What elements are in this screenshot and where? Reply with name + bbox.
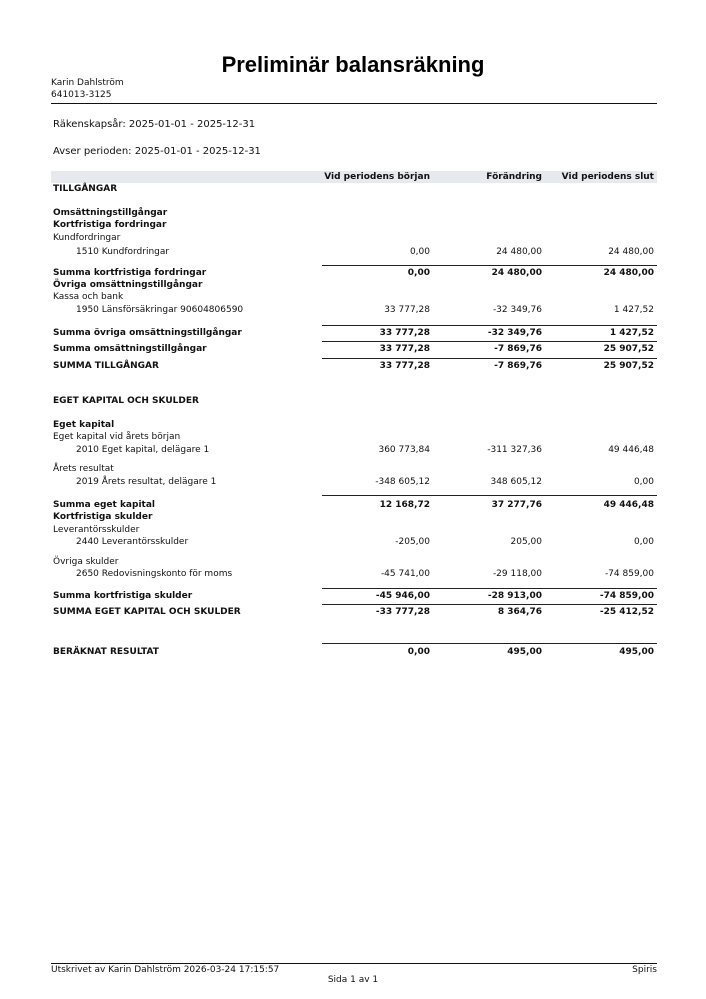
table-row (0, 268, 706, 280)
total-rule (322, 358, 657, 359)
row-label: 2019 Årets resultat, delägare 1 (76, 477, 217, 487)
section-heading (0, 464, 706, 476)
row-label: Summa kortfristiga skulder (53, 591, 193, 601)
row-label: Kundfordringar (53, 233, 121, 243)
value-period-end: 24 480,00 (608, 247, 654, 257)
section-heading (0, 220, 706, 232)
table-row (0, 647, 706, 659)
row-label: Summa eget kapital (53, 500, 155, 510)
column-header-change: Förändring (486, 172, 542, 182)
table-row (0, 445, 706, 457)
value-change: -29 118,00 (492, 569, 542, 579)
report-period: Avser perioden: 2025-01-01 - 2025-12-31 (53, 146, 261, 157)
section-heading (0, 184, 706, 196)
row-label: TILLGÅNGAR (53, 184, 118, 194)
owner-name: Karin Dahlström (51, 78, 124, 88)
row-label: 2440 Leverantörsskulder (76, 537, 189, 547)
row-label: Kassa och bank (53, 292, 124, 302)
row-label: BERÄKNAT RESULTAT (53, 647, 159, 657)
footer-divider (51, 963, 657, 964)
row-label: Årets resultat (53, 464, 114, 474)
section-heading (0, 432, 706, 444)
table-row (0, 537, 706, 549)
value-change: 495,00 (507, 647, 542, 657)
section-heading (0, 557, 706, 569)
value-period-end: 0,00 (633, 477, 654, 487)
row-label: Leverantörsskulder (53, 525, 140, 535)
row-label: 1950 Länsförsäkringar 90604806590 (76, 305, 244, 315)
value-change: -32 349,76 (487, 328, 542, 338)
row-label: Övriga skulder (53, 557, 119, 567)
value-period-end: 1 427,52 (609, 328, 654, 338)
header-divider (51, 103, 657, 104)
row-label: Eget kapital (53, 420, 115, 430)
section-heading (0, 208, 706, 220)
value-period-start: -45 946,00 (375, 591, 430, 601)
row-label: EGET KAPITAL OCH SKULDER (53, 396, 199, 406)
table-row (0, 305, 706, 317)
row-label: Summa kortfristiga fordringar (53, 268, 207, 278)
total-rule (322, 265, 657, 266)
total-rule (322, 588, 657, 589)
owner-block (51, 77, 124, 101)
section-heading (0, 280, 706, 292)
value-period-start: 0,00 (407, 268, 430, 278)
row-label: Summa övriga omsättningstillgångar (53, 328, 242, 338)
row-label: Summa omsättningstillgångar (53, 344, 207, 354)
value-period-start: 33 777,28 (379, 361, 430, 371)
value-change: 205,00 (510, 537, 542, 547)
value-change: -311 327,36 (487, 445, 542, 455)
table-row (0, 361, 706, 373)
row-label: SUMMA EGET KAPITAL OCH SKULDER (53, 607, 241, 617)
value-period-start: -205,00 (395, 537, 430, 547)
row-label: Övriga omsättningstillgångar (53, 280, 203, 290)
value-period-start: 33 777,28 (379, 344, 430, 354)
value-change: 348 605,12 (490, 477, 542, 487)
value-change: 8 364,76 (497, 607, 542, 617)
value-period-end: -74 859,00 (604, 569, 654, 579)
value-period-end: -74 859,00 (599, 591, 654, 601)
table-row (0, 328, 706, 340)
table-row (0, 477, 706, 489)
value-change: 24 480,00 (491, 268, 542, 278)
column-header-end: Vid periodens slut (561, 172, 654, 182)
value-change: 24 480,00 (496, 247, 542, 257)
value-period-end: -25 412,52 (599, 607, 654, 617)
value-change: -7 869,76 (494, 361, 542, 371)
value-period-start: 12 168,72 (379, 500, 430, 510)
value-period-end: 24 480,00 (603, 268, 654, 278)
footer-app-name: Spiris (632, 965, 657, 975)
table-row (0, 500, 706, 512)
value-change: 37 277,76 (491, 500, 542, 510)
total-rule (322, 643, 657, 644)
total-rule (322, 495, 657, 496)
value-period-end: 25 907,52 (603, 344, 654, 354)
value-period-start: -33 777,28 (375, 607, 430, 617)
section-heading (0, 512, 706, 524)
total-rule (322, 604, 657, 605)
value-period-start: -348 605,12 (375, 477, 430, 487)
section-heading (0, 396, 706, 408)
value-period-start: 33 777,28 (384, 305, 430, 315)
section-heading (0, 292, 706, 304)
value-change: -7 869,76 (494, 344, 542, 354)
value-period-end: 49 446,48 (608, 445, 654, 455)
footer-page-number: Sida 1 av 1 (327, 975, 379, 985)
page-title: Preliminär balansräkning (221, 52, 485, 77)
column-header-start: Vid periodens början (324, 172, 430, 182)
value-period-start: 0,00 (409, 247, 430, 257)
owner-id: 641013-3125 (51, 90, 112, 100)
value-change: -32 349,76 (492, 305, 542, 315)
value-period-start: 0,00 (407, 647, 430, 657)
fiscal-year: Räkenskapsår: 2025-01-01 - 2025-12-31 (53, 119, 256, 130)
value-period-start: -45 741,00 (380, 569, 430, 579)
row-label: Eget kapital vid årets början (53, 432, 181, 442)
section-heading (0, 233, 706, 245)
row-label: 2650 Redovisningskonto för moms (76, 569, 233, 579)
total-rule (322, 341, 657, 342)
table-row (0, 607, 706, 619)
value-period-end: 1 427,52 (613, 305, 654, 315)
table-row (0, 344, 706, 356)
value-period-start: 360 773,84 (378, 445, 430, 455)
table-row (0, 591, 706, 603)
value-period-start: 33 777,28 (379, 328, 430, 338)
row-label: 2010 Eget kapital, delägare 1 (76, 445, 210, 455)
row-label: Kortfristiga fordringar (53, 220, 167, 230)
footer-printed-by: Utskrivet av Karin Dahlström 2026-03-24 17:15:57 (51, 965, 280, 975)
value-change: -28 913,00 (487, 591, 542, 601)
value-period-end: 25 907,52 (603, 361, 654, 371)
value-period-end: 0,00 (633, 537, 654, 547)
row-label: Kortfristiga skulder (53, 512, 153, 522)
value-period-end: 49 446,48 (603, 500, 654, 510)
section-heading (0, 420, 706, 432)
row-label: 1510 Kundfordringar (76, 247, 170, 257)
row-label: Omsättningstillgångar (53, 208, 168, 218)
value-period-end: 495,00 (619, 647, 654, 657)
table-row (0, 569, 706, 581)
row-label: SUMMA TILLGÅNGAR (53, 361, 159, 371)
table-row (0, 247, 706, 259)
section-heading (0, 525, 706, 537)
total-rule (322, 325, 657, 326)
